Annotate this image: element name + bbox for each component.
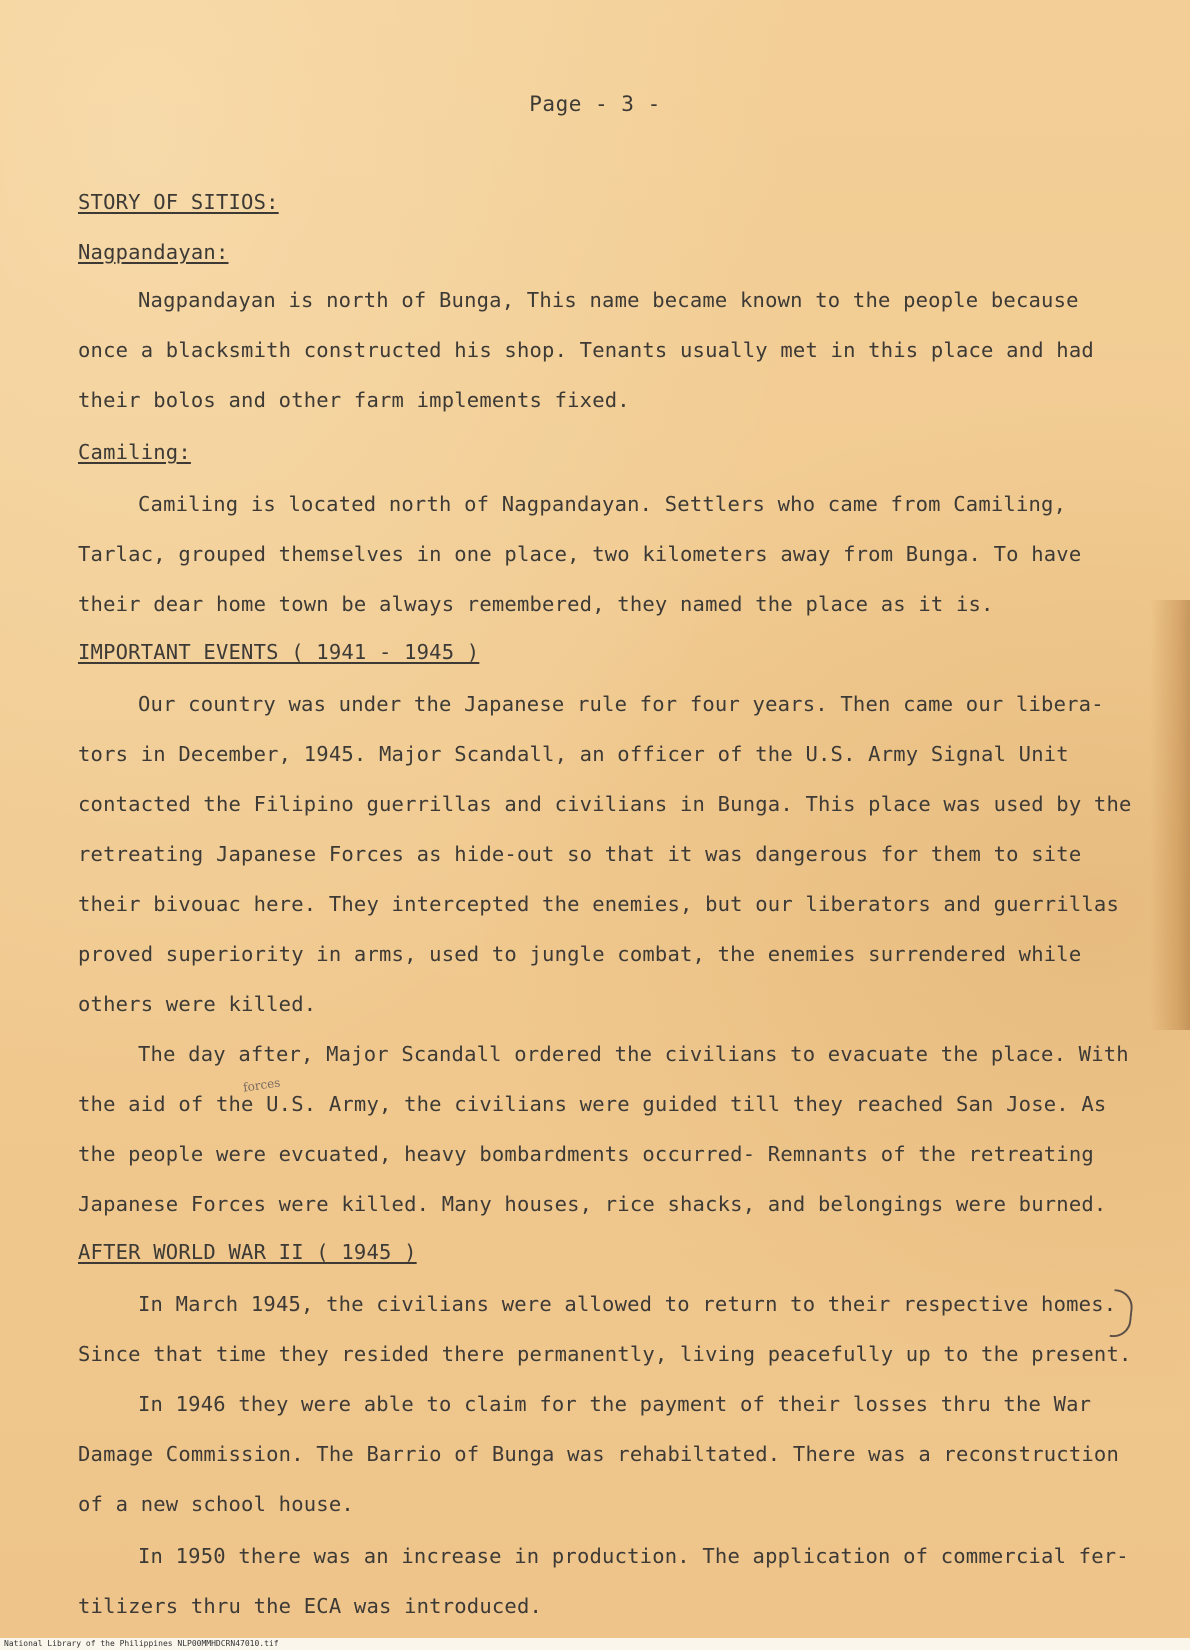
text-line: Nagpandayan is north of Bunga, This name became known to the people because xyxy=(138,288,1079,312)
text-line: others were killed. xyxy=(78,992,317,1016)
text-line: tors in December, 1945. Major Scandall, an officer of the U.S. Army Signal Unit xyxy=(78,742,1069,766)
text-line: In 1946 they were able to claim for the payment of their losses thru the War xyxy=(138,1392,1092,1416)
text-line: their bolos and other farm implements fixed. xyxy=(78,388,630,412)
text-line: tilizers thru the ECA was introduced. xyxy=(78,1594,543,1618)
text-line: In 1950 there was an increase in production. The application of commercial fer- xyxy=(138,1544,1129,1568)
text-line: Damage Commission. The Barrio of Bunga was rehabiltated. There was a reconstruction xyxy=(78,1442,1119,1466)
text-line: The day after, Major Scandall ordered the civilians to evacuate the place. With xyxy=(138,1042,1129,1066)
text-line: contacted the Filipino guerrillas and civilians in Bunga. This place was used by the xyxy=(78,792,1132,816)
text-line: once a blacksmith constructed his shop. Tenants usually met in this place and had xyxy=(78,338,1094,362)
text-line: retreating Japanese Forces as hide-out so that it was dangerous for them to site xyxy=(78,842,1082,866)
text-line: the people were evcuated, heavy bombardments occurred- Remnants of the retreating xyxy=(78,1142,1094,1166)
archive-footer: National Library of the Philippines NLP00MMHDCRN47010.tif xyxy=(0,1638,1190,1650)
text-line: Camiling is located north of Nagpandayan. Settlers who came from Camiling, xyxy=(138,492,1067,516)
text-line: Tarlac, grouped themselves in one place, two kilometers away from Bunga. To have xyxy=(78,542,1082,566)
heading-important-events: IMPORTANT EVENTS ( 1941 - 1945 ) xyxy=(78,640,480,664)
heading-camiling: Camiling: xyxy=(78,440,191,464)
heading-nagpandayan: Nagpandayan: xyxy=(78,240,229,264)
heading-after-world-war-ii: AFTER WORLD WAR II ( 1945 ) xyxy=(78,1240,417,1264)
text-line: Since that time they resided there permanently, living peacefully up to the present. xyxy=(78,1342,1132,1366)
text-line: their dear home town be always remembered, they named the place as it is. xyxy=(78,592,994,616)
text-line: proved superiority in arms, used to jungle combat, the enemies surrendered while xyxy=(78,942,1082,966)
text-line: of a new school house. xyxy=(78,1492,354,1516)
handwritten-margin-mark xyxy=(1110,1289,1135,1339)
text-line: the aid of the U.S. Army, the civilians were guided till they reached San Jose. As xyxy=(78,1092,1107,1116)
handwritten-insertion: forces xyxy=(242,1075,282,1095)
paper-stain xyxy=(1150,600,1190,1030)
heading-story-of-sitios: STORY OF SITIOS: xyxy=(78,190,279,214)
text-line: In March 1945, the civilians were allowed to return to their respective homes. xyxy=(138,1292,1117,1316)
text-line: Japanese Forces were killed. Many houses, rice shacks, and belongings were burned. xyxy=(78,1192,1107,1216)
page-number-header: Page - 3 - xyxy=(529,92,661,116)
text-line: their bivouac here. They intercepted the enemies, but our liberators and guerrillas xyxy=(78,892,1119,916)
text-line: Our country was under the Japanese rule for four years. Then came our libera- xyxy=(138,692,1104,716)
